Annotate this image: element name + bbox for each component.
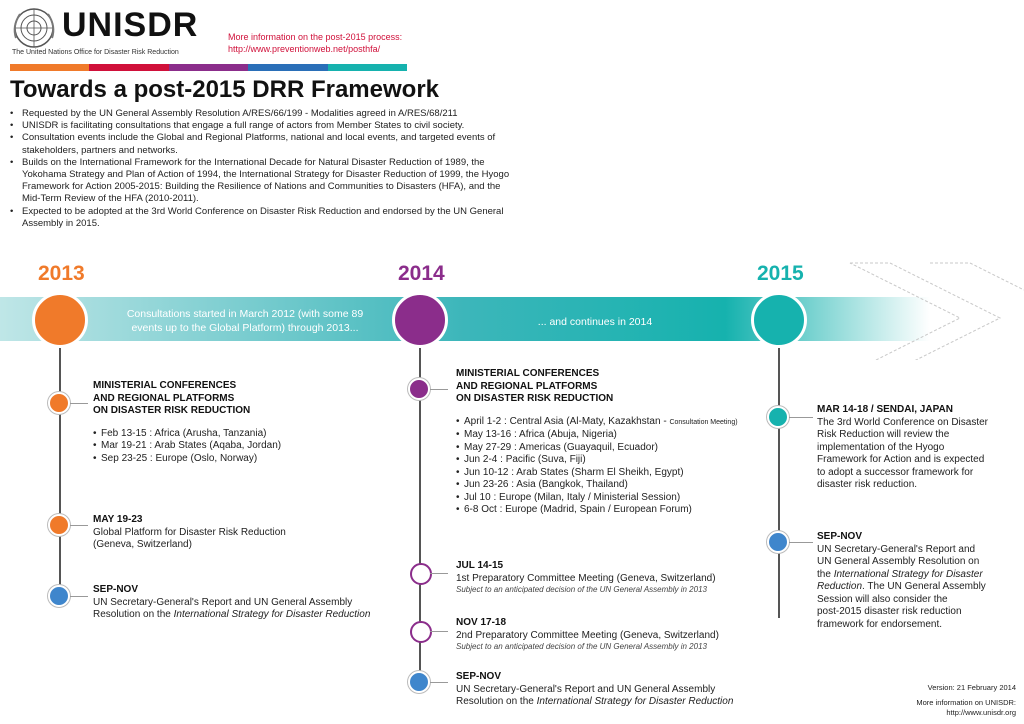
event-text-part: Resolution on the [456, 696, 537, 707]
event-dot-orange [48, 514, 70, 536]
year-2015: 2015 [757, 262, 804, 285]
event-text: 2nd Preparatory Committee Meeting (Geneva, Switzerland) [456, 629, 719, 641]
year-circle-2014 [392, 292, 448, 348]
event-text: The 3rd World Conference on Disaster [817, 416, 989, 428]
intro-list [10, 108, 520, 230]
event-note: Subject to an anticipated decision of the UN General Assembly in 2013 [456, 585, 707, 594]
footer-more-info [916, 698, 1016, 718]
color-bar [10, 64, 407, 71]
footer-more-info-label: More information on UNISDR: [916, 698, 1016, 707]
un-emblem-icon [10, 4, 58, 52]
event-text-part: Resolution on the [93, 609, 174, 620]
event-text-part: the [817, 568, 834, 580]
event-title: MAR 14-18 / SENDAI, JAPAN [817, 404, 953, 415]
color-segment-orange [10, 64, 89, 71]
event-2013-ministerial [93, 380, 393, 465]
event-text-italic: Reduction [817, 581, 863, 592]
event-title: SEP-NOV [817, 531, 863, 542]
event-title: SEP-NOV [456, 671, 502, 682]
event-text [817, 581, 1017, 594]
intro-item: • Expected to be adopted at the 3rd World Conference on Disaster Risk Reduction and endorsed by the UN General Assembly in 2015. [20, 206, 520, 230]
event-item: • 6-8 Oct : Europe (Madrid, Spain / European Forum) [464, 504, 786, 517]
connector [430, 573, 448, 574]
event-title: NOV 17-18 [456, 617, 507, 628]
event-text-italic: International Strategy for Disaster [833, 568, 983, 580]
connector [70, 525, 88, 526]
event-item: • May 27-29 : Americas (Guayaquil, Ecuador) [464, 442, 786, 455]
event-title: JUL 14-15 [456, 560, 504, 571]
event-text: UN Secretary-General's Report and UN General Assembly [456, 683, 716, 695]
event-text: UN Secretary-General's Report and [817, 543, 976, 555]
event-dot-orange [48, 392, 70, 414]
event-title: AND REGIONAL PLATFORMS [456, 380, 598, 392]
event-note: Subject to an anticipated decision of the UN General Assembly in 2013 [456, 642, 707, 651]
more-info-label: More information on the post-2015 process: [228, 32, 403, 42]
color-segment-red [89, 64, 168, 71]
event-text: 1st Preparatory Committee Meeting (Geneva, Switzerland) [456, 572, 716, 584]
event-text: (Geneva, Switzerland) [93, 539, 192, 550]
event-dot-open [410, 563, 432, 585]
event-title: SEP-NOV [93, 584, 139, 595]
color-segment-purple [169, 64, 248, 71]
event-2014-prepcom2 [456, 617, 786, 651]
event-item: • Sep 23-25 : Europe (Oslo, Norway) [101, 453, 393, 466]
event-2014-sg-report [456, 671, 786, 709]
timeline-line-2013 [59, 348, 61, 598]
event-title: AND REGIONAL PLATFORMS [93, 392, 235, 404]
event-text: UN General Assembly Resolution on [817, 556, 980, 567]
event-2013-global-platform [93, 514, 393, 552]
event-title: MAY 19-23 [93, 514, 143, 525]
event-title: MINISTERIAL CONFERENCES [93, 380, 237, 391]
connector [430, 631, 448, 632]
event-text: to adopt a successor framework for [817, 466, 974, 478]
connector [789, 542, 813, 543]
logo-subtitle: The United Nations Office for Disaster Risk Reduction [12, 49, 179, 56]
color-segment-teal [328, 64, 407, 71]
event-text: framework for endorsement. [817, 618, 943, 630]
footer-link[interactable]: http://www.unisdr.org [946, 708, 1016, 717]
event-item: • Jun 10-12 : Arab States (Sharm El Sheikh, Egypt) [464, 467, 786, 480]
event-text: Session will also consider the [817, 593, 948, 605]
event-title: ON DISASTER RISK REDUCTION [456, 393, 614, 404]
event-item: • May 13-16 : Africa (Abuja, Nigeria) [464, 429, 786, 442]
connector [789, 417, 813, 418]
event-item [464, 416, 786, 430]
event-item: • Jun 2-4 : Pacific (Suva, Fiji) [464, 454, 786, 467]
event-item: • Feb 13-15 : Africa (Arusha, Tanzania) [101, 428, 393, 441]
event-text: UN Secretary-General's Report and UN General Assembly [93, 596, 353, 608]
event-text-italic: International Strategy for Disaster Reduction [536, 696, 734, 707]
intro-item: • Builds on the International Framework for the International Decade for Natural Disaster Reduction of 1989, the Yokohama Strategy and Plan of Action of 1994, the International Strategy for Disaster Reduction of 1999, the Hyogo Framework for Action 2005-2015: Building the Resilience of Nations and Communities to Disasters (HFA), and the Mid-Term Review of the HFA (2010-2011). [20, 157, 520, 206]
event-item: • Jun 23-26 : Asia (Bangkok, Thailand) [464, 479, 786, 492]
event-dot-blue [48, 585, 70, 607]
intro-item: • UNISDR is facilitating consultations that engage a full range of actors from Member States to civil society. [20, 120, 520, 132]
event-item-text: April 1-2 : Central Asia (Al-Maty, Kazakhstan - [464, 415, 670, 427]
event-text-italic: International Strategy for Disaster Reduction [173, 609, 371, 620]
event-2013-sg-report [93, 584, 403, 622]
event-text: implementation of the Hyogo [817, 441, 945, 453]
event-2014-ministerial [456, 368, 786, 517]
logo-text: UNISDR [62, 6, 199, 44]
page-title: Towards a post-2015 DRR Framework [10, 76, 440, 103]
connector [430, 682, 448, 683]
event-title: MINISTERIAL CONFERENCES [456, 368, 600, 379]
event-2014-prepcom1 [456, 560, 786, 594]
year-2014: 2014 [398, 262, 445, 285]
intro-item: • Consultation events include the Global and Regional Platforms, national and local events, and targeted events of stakeholders, partners and networks. [20, 132, 520, 156]
connector [430, 389, 448, 390]
band-text-2014: ... and continues in 2014 [537, 316, 653, 328]
event-text: post-2015 disaster risk reduction [817, 606, 962, 617]
event-text: Risk Reduction will review the [817, 429, 950, 440]
event-dot-open [410, 621, 432, 643]
band-text-2013: Consultations started in March 2012 (with some 89 events up to the Global Platform) through 2013... [126, 308, 364, 334]
event-text-part: . The UN General Assembly [862, 581, 986, 592]
event-text [817, 569, 1017, 582]
year-2013: 2013 [38, 262, 85, 285]
event-text: Framework for Action and is expected [817, 454, 985, 465]
more-info-link[interactable]: http://www.preventionweb.net/posthfa/ [228, 44, 381, 54]
connector [70, 596, 88, 597]
event-dot-blue [408, 671, 430, 693]
event-dot-blue [767, 531, 789, 553]
event-text [456, 696, 786, 709]
event-text: disaster risk reduction. [817, 479, 918, 490]
event-item-note: Consultation Meeting) [669, 418, 738, 426]
year-circle-2013 [32, 292, 88, 348]
connector [70, 403, 88, 404]
footer-version: Version: 21 February 2014 [927, 683, 1016, 692]
event-dot-teal [767, 406, 789, 428]
event-dot-purple [408, 378, 430, 400]
intro-item: • Requested by the UN General Assembly Resolution A/RES/66/199 - Modalities agreed in A/RES/68/211 [20, 108, 520, 120]
event-text [93, 609, 403, 622]
event-2015-sendai [817, 404, 1017, 492]
year-circle-2015 [751, 292, 807, 348]
event-title: ON DISASTER RISK REDUCTION [93, 405, 251, 416]
event-item: • Mar 19-21 : Arab States (Aqaba, Jordan) [101, 440, 393, 453]
event-item: • Jul 10 : Europe (Milan, Italy / Ministerial Session) [464, 492, 786, 505]
event-2015-sg-report [817, 531, 1017, 631]
more-info [228, 31, 402, 55]
color-segment-blue [248, 64, 327, 71]
event-text: Global Platform for Disaster Risk Reduction [93, 526, 286, 538]
